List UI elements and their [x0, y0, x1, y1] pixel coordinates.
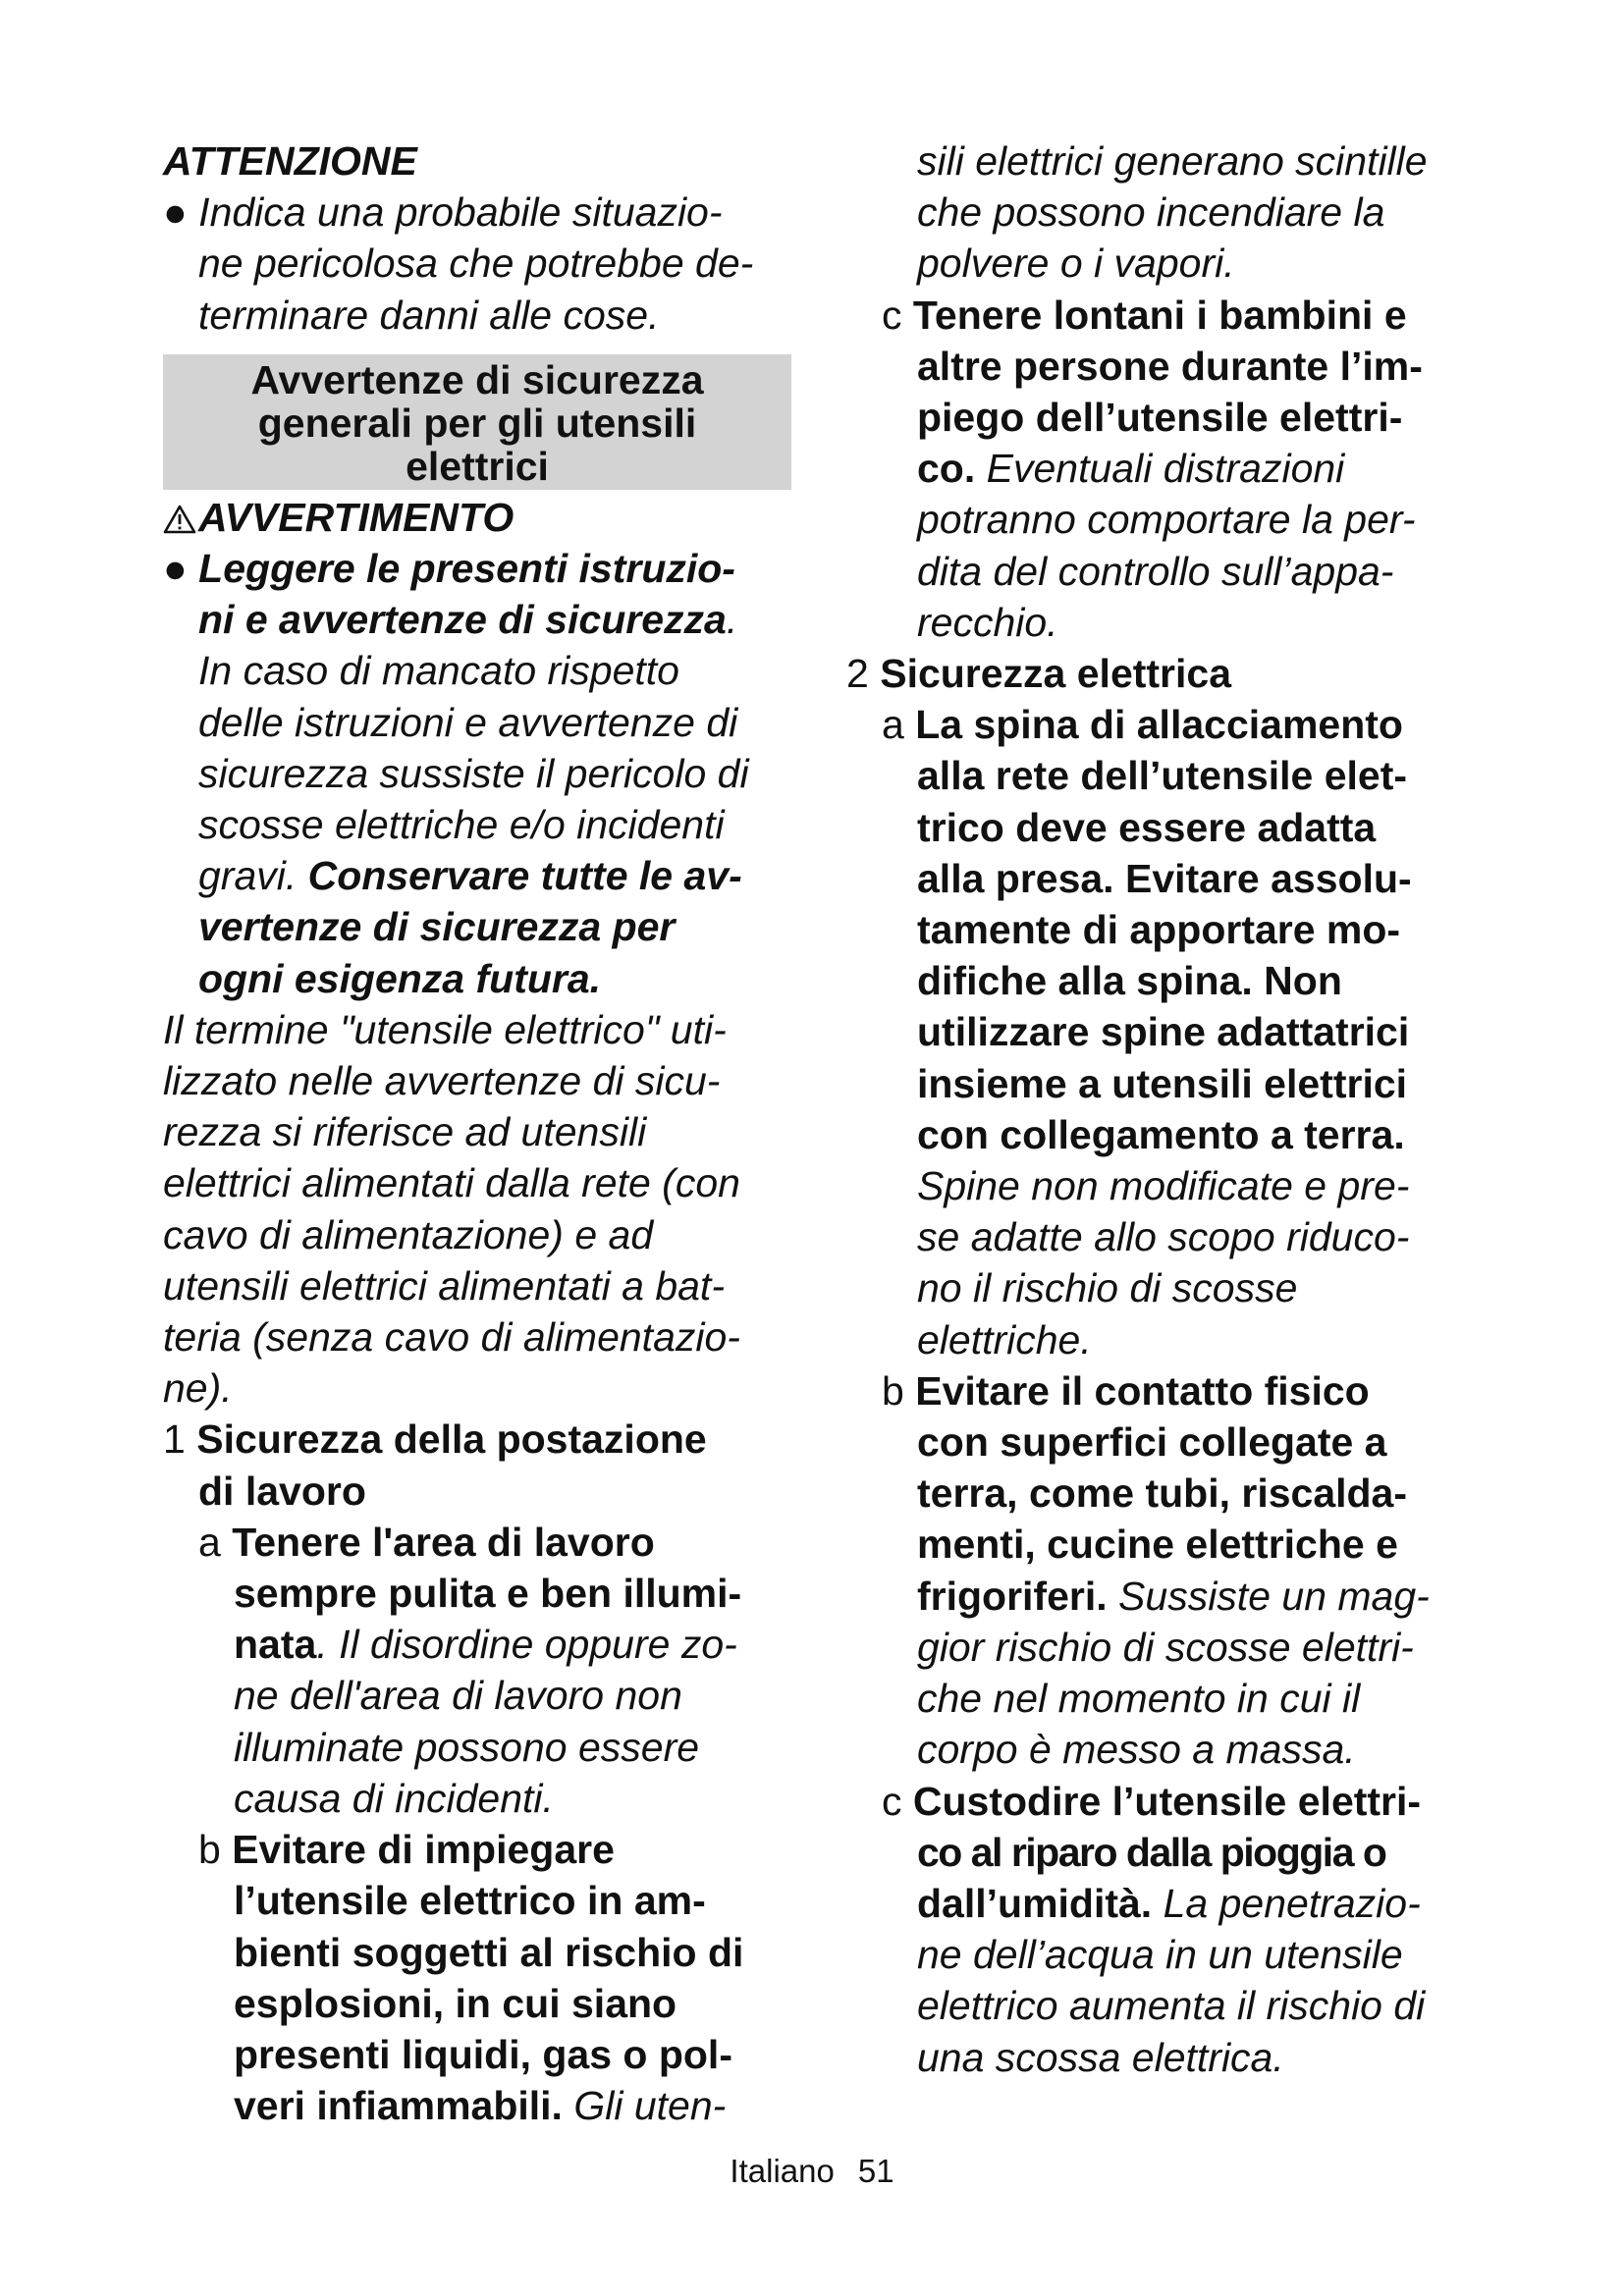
item-letter: a [882, 702, 904, 748]
item-2a-line: insieme a utensili elettrici [917, 1060, 1408, 1106]
item-1c-line: potranno comportare la per- [917, 497, 1416, 543]
section-title-line: elettrici [406, 443, 549, 489]
caution-line-2: ne pericolosa che potrebbe de- [198, 240, 754, 287]
section-1-title: di lavoro [198, 1468, 366, 1514]
item-2b-line: con superfici collegate a [917, 1419, 1387, 1466]
item-2b-line: menti, cucine elettriche e [917, 1522, 1398, 1568]
item-2b: b Evitare il contatto fisico [882, 1367, 1370, 1414]
warning-conserve-line: vertenze di sicurezza per [198, 904, 676, 950]
item-2a: a La spina di allacciamento [882, 702, 1403, 748]
item-1b-continuation: sili elettrici generano scintille [917, 138, 1428, 184]
item-2a-line: se adatte allo scopo riduco- [917, 1214, 1410, 1260]
item-1a-line: ne dell'area di lavoro non [234, 1673, 682, 1719]
page-footer [0, 2152, 1624, 2191]
item-2a-line: tamente di apportare mo- [917, 907, 1401, 953]
item-2a-line: alla presa. Evitare assolu- [917, 855, 1412, 901]
item-1c-line: recchio. [917, 599, 1058, 645]
item-1b-line: presenti liquidi, gas o pol- [234, 2031, 732, 2077]
item-1a: a Tenere l'area di lavoro [198, 1519, 655, 1565]
caution-line-3: terminare danni alle cose. [198, 292, 660, 338]
warning-text: scosse elettriche e/o incidenti [198, 802, 725, 848]
item-2a-line: difiche alla spina. Non [917, 958, 1342, 1004]
section-1-title: 1 Sicurezza della postazione [163, 1416, 707, 1463]
item-1a-line: illuminate possono essere [234, 1724, 700, 1770]
section-number: 2 [846, 651, 869, 697]
section-number: 1 [163, 1416, 186, 1463]
caution-line-1: ● Indica una probabile situazio- [163, 189, 723, 236]
item-2a-line: alla rete dell’utensile elet- [917, 753, 1408, 799]
item-2b-line: corpo è messo a massa. [917, 1727, 1356, 1773]
item-1b-line: bienti soggetti al rischio di [234, 1929, 744, 1975]
item-1a-line: nata. Il disordine oppure zo- [234, 1622, 737, 1668]
item-1c-line: piego dell’utensile elettri- [917, 395, 1403, 441]
page-number: 51 [857, 2153, 894, 2189]
item-2b-line: gior rischio di scosse elettri- [917, 1624, 1414, 1670]
item-2a-line: Spine non modificate e pre- [917, 1163, 1410, 1209]
item-2a-line: elettriche. [917, 1316, 1092, 1362]
bullet: ● [163, 189, 188, 236]
item-1b-line: esplosioni, in cui siano [234, 1980, 677, 2026]
warning-text: In caso di mancato rispetto [198, 648, 679, 694]
term-definition-line: lizzato nelle avvertenze di sicu- [163, 1058, 721, 1104]
item-1a-line: sempre pulita e ben illumi- [234, 1571, 742, 1617]
warning-line-2: ni e avvertenze di sicurezza. [198, 597, 738, 643]
term-definition-line: utensili elettrici alimentati a bat- [163, 1262, 725, 1308]
term-definition-line: teria (senza cavo di alimentazio- [163, 1314, 740, 1361]
left-column [163, 135, 791, 2131]
item-2a-line: no il rischio di scosse [917, 1265, 1298, 1311]
warning-line-1: ● Leggere le presenti istruzio- [163, 546, 735, 592]
item-2b-line: che nel momento in cui il [917, 1676, 1361, 1722]
term-definition-line: ne). [163, 1365, 233, 1412]
item-1a-line: causa di incidenti. [234, 1775, 554, 1821]
right-column [846, 135, 1485, 2083]
section-title-line: generali per gli utensili [257, 400, 697, 446]
item-2c-line: dall’umidità. La penetrazio- [917, 1880, 1421, 1926]
item-1c-line: dita del controllo sull’appa- [917, 548, 1394, 594]
item-2c-line: ne dell’acqua in un utensile [917, 1932, 1403, 1978]
item-letter: c [882, 1778, 902, 1824]
item-2b-line: terra, come tubi, riscalda- [917, 1470, 1408, 1517]
footer-language: Italiano [730, 2153, 835, 2189]
item-2c: c Custodire l’utensile elettri- [882, 1778, 1422, 1824]
item-1b-continuation: polvere o i vapori. [917, 240, 1235, 287]
item-1c-line: altre persone durante l’im- [917, 343, 1423, 389]
item-letter: c [882, 292, 902, 338]
item-1c-line: co. Eventuali distrazioni [917, 446, 1345, 492]
item-2a-line: con collegamento a terra. [917, 1111, 1405, 1157]
item-2c-line: elettrico aumenta il rischio di [917, 1983, 1426, 2029]
item-2a-line: trico deve essere adatta [917, 804, 1377, 850]
term-definition-line: elettrici alimentati dalla rete (con [163, 1160, 740, 1206]
item-1b-line: l’utensile elettrico in am- [234, 1878, 706, 1924]
item-2c-line: una scossa elettrica. [917, 2034, 1284, 2080]
warning-conserve-line: ogni esigenza futura. [198, 955, 602, 1001]
item-2a-line: utilizzare spine adattatrici [917, 1009, 1410, 1055]
section-2-title: 2 Sicurezza elettrica [846, 651, 1232, 697]
term-definition-line: Il termine "utensile elettrico" uti- [163, 1006, 727, 1052]
item-1b-continuation: che possono incendiare la [917, 189, 1385, 236]
item-1b-line: veri infiammabili. Gli uten- [234, 2083, 727, 2129]
item-2b-line: frigoriferi. Sussiste un mag- [917, 1573, 1430, 1619]
item-1c: c Tenere lontani i bambini e [882, 292, 1407, 338]
term-definition-line: rezza si riferisce ad utensili [163, 1109, 647, 1155]
section-title-line: Avvertenze di sicurezza [250, 356, 704, 402]
warning-text: delle istruzioni e avvertenze di [198, 699, 738, 745]
warning-text: sicurezza sussiste il pericolo di [198, 750, 749, 796]
warning-triangle-icon [163, 505, 196, 534]
item-letter: b [882, 1367, 904, 1414]
bullet: ● [163, 546, 188, 592]
item-1b: b Evitare di impiegare [198, 1827, 615, 1873]
item-2c-line: co al riparo dalla pioggia o [917, 1829, 1386, 1875]
section-title-box [163, 354, 791, 490]
term-definition-line: cavo di alimentazione) e ad [163, 1211, 654, 1257]
item-letter: a [198, 1519, 221, 1565]
item-letter: b [198, 1827, 221, 1873]
caution-heading: ATTENZIONE [163, 138, 417, 184]
warning-conserve-line: gravi. Conservare tutte le av- [198, 853, 742, 899]
warning-heading: AVVERTIMENTO [163, 492, 791, 543]
